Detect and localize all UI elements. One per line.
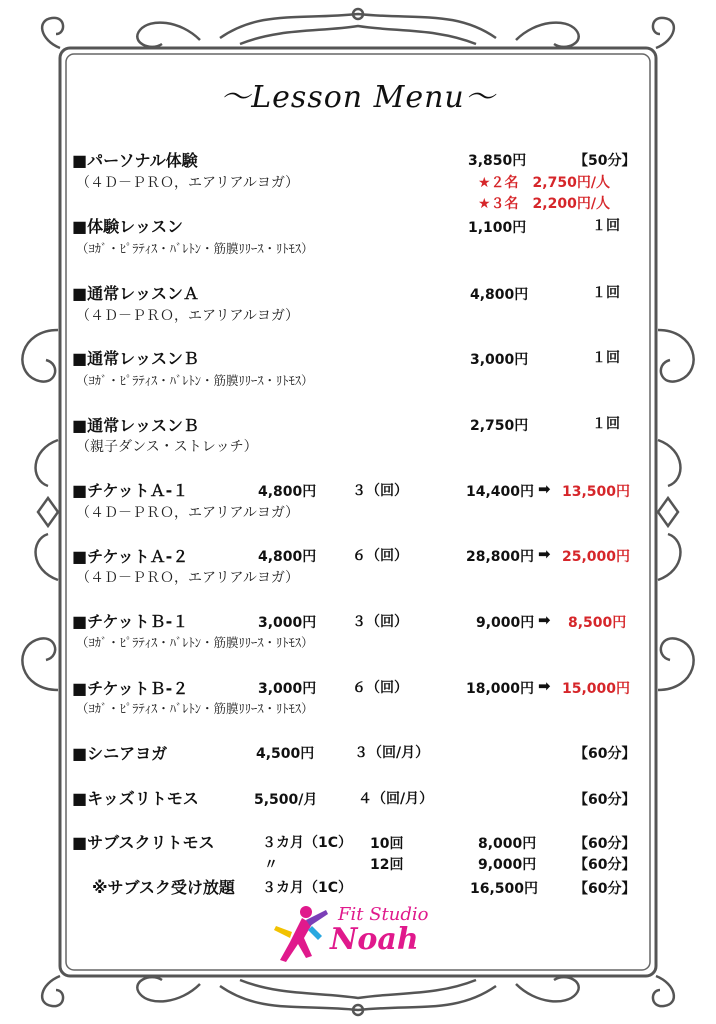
item-price: 3,850円 (468, 153, 527, 169)
senior-yoga-count: ３（回/月） (354, 745, 430, 761)
kids-duration: 【60分】 (574, 792, 636, 808)
item-count: １回 (592, 350, 620, 366)
item-price: 2,750円 (470, 418, 529, 434)
subscription-name: ■サブスクリトモス (72, 833, 215, 852)
studio-logo (272, 902, 442, 964)
kids-count: ４（回/月） (358, 791, 434, 807)
item-duration: 【50分】 (574, 153, 636, 169)
item-count: １回 (592, 218, 620, 234)
ticket-unit-price: 4,800円 (258, 549, 317, 565)
ticket-original-price: 14,400円 (466, 484, 535, 500)
item-sub: （ﾖｶﾞ・ﾋﾟﾗﾃｨｽ・ﾊﾞﾚﾄﾝ・筋膜ﾘﾘｰｽ・ﾘﾄﾓｽ） (76, 241, 314, 256)
item-name: ■パーソナル体験 (72, 151, 198, 170)
ticket-sub: （４Ｄ－ＰＲＯ，エアリアルヨガ） (76, 505, 300, 521)
ticket-sale-price: 13,500円 (562, 484, 631, 500)
unlimited-duration: 【60分】 (574, 881, 636, 897)
group-price-2: ★２名 2,750円/人 (478, 175, 610, 191)
ticket-unit-price: 4,800円 (258, 484, 317, 500)
arrow-right-icon: ➡ (538, 677, 551, 695)
ticket-sub: （ﾖｶﾞ・ﾋﾟﾗﾃｨｽ・ﾊﾞﾚﾄﾝ・筋膜ﾘﾘｰｽ・ﾘﾄﾓｽ） (76, 701, 314, 716)
page-title: 〜Lesson Menu〜 (220, 80, 496, 115)
unlimited-name: ※サブスク受け放題 (92, 878, 235, 897)
item-name: ■通常レッスンＢ (72, 349, 199, 368)
ditto-mark: 〃 (264, 857, 278, 873)
senior-yoga-price: 4,500円 (256, 746, 315, 762)
arrow-right-icon: ➡ (538, 545, 551, 563)
item-price: 3,000円 (470, 352, 529, 368)
subscription-price-2: 9,000円 (478, 857, 537, 873)
ticket-sub: （４Ｄ－ＰＲＯ，エアリアルヨガ） (76, 570, 300, 586)
ticket-original-price: 28,800円 (466, 549, 535, 565)
ticket-name: ■チケットＡ-２ (72, 547, 189, 566)
subscription-count-1: 10回 (370, 836, 404, 852)
item-price: 1,100円 (468, 220, 527, 236)
ticket-name: ■チケットＢ-１ (72, 612, 189, 631)
ticket-name: ■チケットＢ-２ (72, 679, 189, 698)
item-count: １回 (592, 285, 620, 301)
kids-price: 5,500/月 (254, 792, 318, 808)
unlimited-price: 16,500円 (470, 881, 539, 897)
dancer-logo-icon (272, 902, 332, 964)
subscription-price-1: 8,000円 (478, 836, 537, 852)
arrow-right-icon: ➡ (538, 480, 551, 498)
ticket-count: ６（回） (352, 548, 408, 564)
ticket-original-price: 9,000円 (476, 615, 535, 631)
ticket-count: ３（回） (352, 614, 408, 630)
logo-name: Noah (330, 922, 419, 957)
subscription-duration-2: 【60分】 (574, 857, 636, 873)
item-name: ■体験レッスン (72, 217, 183, 236)
subscription-count-2: 12回 (370, 857, 404, 873)
ticket-sub: （ﾖｶﾞ・ﾋﾟﾗﾃｨｽ・ﾊﾞﾚﾄﾝ・筋膜ﾘﾘｰｽ・ﾘﾄﾓｽ） (76, 635, 314, 650)
item-name: ■通常レッスンＢ (72, 416, 199, 435)
subscription-term: ３カ月（1C） (262, 835, 353, 851)
kids-name: ■キッズリトモス (72, 789, 199, 808)
unlimited-term: ３カ月（1C） (262, 880, 353, 896)
item-sub: （親子ダンス・ストレッチ） (76, 439, 258, 455)
ticket-sale-price: 8,500円 (568, 615, 627, 631)
item-sub: （４Ｄ－ＰＲＯ，エアリアルヨガ） (76, 175, 300, 191)
item-price: 4,800円 (470, 287, 529, 303)
ticket-unit-price: 3,000円 (258, 615, 317, 631)
item-sub: （４Ｄ－ＰＲＯ，エアリアルヨガ） (76, 308, 300, 324)
subscription-duration-1: 【60分】 (574, 836, 636, 852)
senior-yoga-name: ■シニアヨガ (72, 744, 168, 763)
ticket-unit-price: 3,000円 (258, 681, 317, 697)
ticket-sale-price: 15,000円 (562, 681, 631, 697)
senior-yoga-duration: 【60分】 (574, 746, 636, 762)
ticket-original-price: 18,000円 (466, 681, 535, 697)
item-name: ■通常レッスンＡ (72, 284, 199, 303)
ticket-count: ６（回） (352, 680, 408, 696)
ticket-sale-price: 25,000円 (562, 549, 631, 565)
item-count: １回 (592, 416, 620, 432)
ticket-count: ３（回） (352, 483, 408, 499)
group-price-3: ★３名 2,200円/人 (478, 196, 610, 212)
logo-tagline: Fit Studio (338, 904, 429, 925)
arrow-right-icon: ➡ (538, 611, 551, 629)
ticket-name: ■チケットＡ-１ (72, 481, 189, 500)
item-sub: （ﾖｶﾞ・ﾋﾟﾗﾃｨｽ・ﾊﾞﾚﾄﾝ・筋膜ﾘﾘｰｽ・ﾘﾄﾓｽ） (76, 373, 314, 388)
